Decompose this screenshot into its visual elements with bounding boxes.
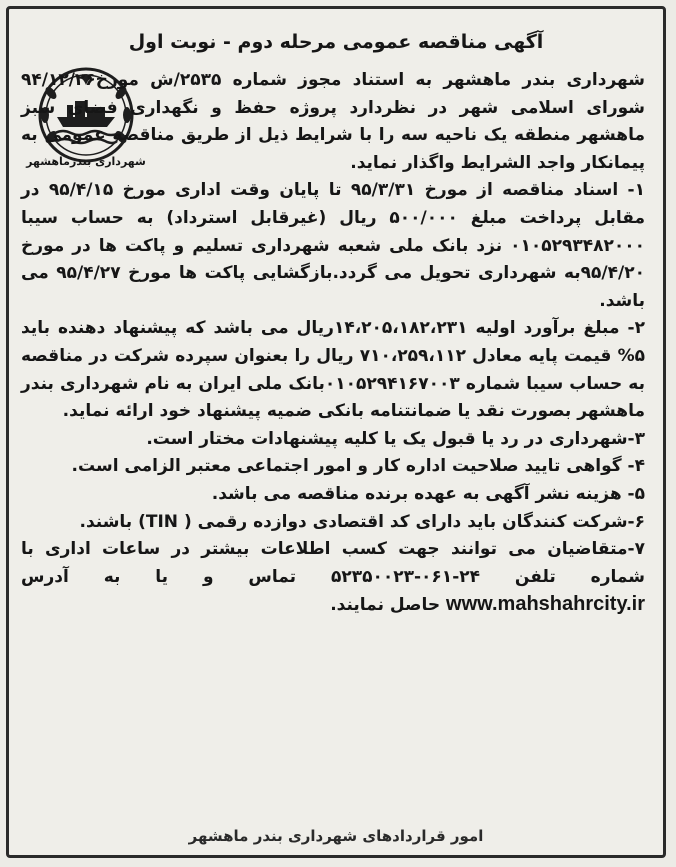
- announcement-frame: [6, 6, 666, 858]
- announcement-title: آگهی مناقصه عمومی مرحله دوم - نوبت اول: [128, 31, 544, 53]
- condition-item-2: ۲- مبلغ برآورد اولیه ۱۴،۲۰۵،۱۸۲،۲۳۱ریال می باشد که پیشنهاد دهنده باید ۵% قیمت پایه معادل ۷۱۰،۲۵۹،۱۱۲ ریال را بعنوان سپرده شرکت در مناقصه به حساب سیبا شماره ۰۱۰۵۲۹۴۱۶۷۰۰۳بانک ملی ایران به نام شهرداری بندر ماهشهر بصورت نقد یا ضمانتنامه بانکی ضمیه پیشنهاد خود ارائه نماید.: [21, 318, 645, 422]
- condition-item-6: ۶-شرکت کنندگان باید دارای کد اقتصادی دوازده رقمی ( TIN) باشند.: [79, 511, 645, 532]
- condition-item-7: [21, 536, 645, 620]
- condition-item-4: ۴- گواهی تایید صلاحیت اداره کار و امور اجتماعی معتبر الزامی است.: [71, 456, 645, 477]
- item-7-suffix: حاصل نمایند.: [330, 595, 441, 616]
- intro-paragraph: شهرداری بندر ماهشهر به استناد مجوز شماره ۲۵۳۵/ش مورخ۹۴/۱۲/۲۶ شورای اسلامی شهر در نظردارد پروژه حفظ و نگهداری فضای سبز ماهشهر منطقه یک ناحیه سه را با شرایط ذیل از طریق مناقصه عمومی به پیمانکار واجد الشرایط واگذار نماید.: [21, 70, 645, 173]
- item-7-text: ۷-متقاضیان می توانند جهت کسب اطلاعات بیشتر در ساعات اداری با شماره تلفن ۲۴-۰۶۱-۵۲۳۵۰۰۲۳ تماس و یا به آدرس: [21, 539, 645, 587]
- announcement-content: [21, 21, 651, 843]
- website-link[interactable]: www.mahshahrcity.ir: [446, 593, 645, 616]
- condition-item-5: ۵- هزینه نشر آگهی به عهده برنده مناقصه می باشد.: [211, 483, 645, 504]
- condition-item-1: ۱- اسناد مناقصه از مورخ ۹۵/۳/۳۱ تا پایان وقت اداری مورخ ۹۵/۴/۱۵ در مقابل پرداخت مبلغ ۵۰۰/۰۰۰ ریال (غیرقابل استرداد) به حساب سیبا ۰۱۰۵۲۹۳۴۸۲۰۰۰ نزد بانک ملی شعبه شهرداری تسلیم و پاکت ها در مورخ ۹۵/۴/۲۰به شهرداری تحویل می گردد.بازگشایی پاکت ها مورخ ۹۵/۴/۲۷ می باشد.: [21, 180, 645, 311]
- announcement-body: [21, 67, 645, 620]
- logo-caption: شهرداری بندرماهشهر: [26, 155, 146, 168]
- announcement-signature: امور قراردادهای شهرداری بندر ماهشهر: [188, 827, 484, 845]
- condition-item-3: ۳-شهرداری در رد یا قبول یک یا کلیه پیشنهادات مختار است.: [146, 428, 645, 449]
